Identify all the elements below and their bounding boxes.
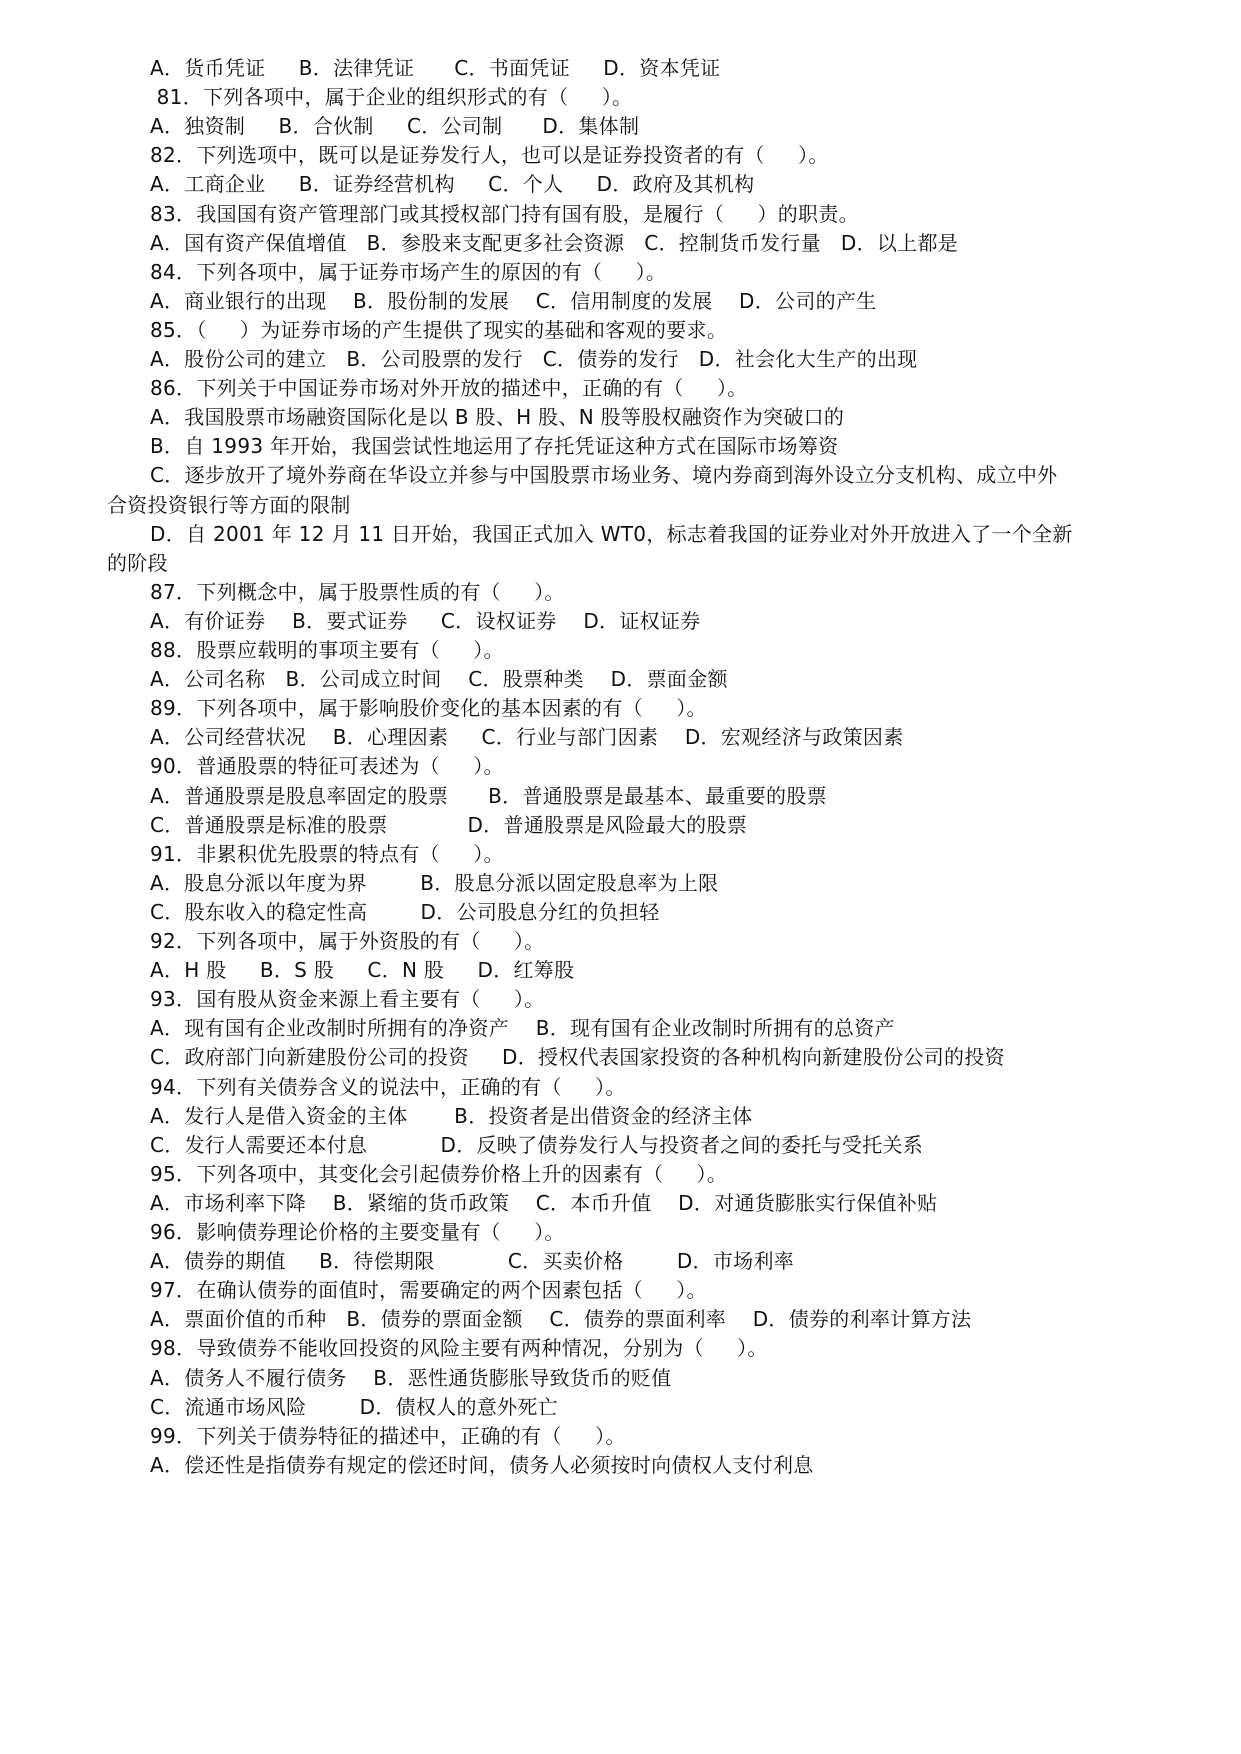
question-line: 81．下列各项中，属于企业的组织形式的有（ ）。 [150,85,633,110]
answer-option-line: C．股东收入的稳定性高 D．公司股息分红的负担轻 [150,899,660,924]
answer-option-line: D．自 2001 年 12 月 11 日开始，我国正式加入 WT0，标志着我国的证券业对外开放进入了一个全新 [150,521,1073,546]
question-line: 86．下列关于中国证券市场对外开放的描述中，正确的有（ ）。 [150,376,748,401]
question-line: 98．导致债券不能收回投资的风险主要有两种情况，分别为（ ）。 [150,1336,768,1361]
answer-option-line: A．票面价值的币种 B．债券的票面金额 C．债券的票面利率 D．债券的利率计算方法 [150,1307,972,1332]
question-line: 92．下列各项中，属于外资股的有（ ）。 [150,929,545,953]
answer-option-line: A．公司经营状况 B．心理因素 C．行业与部门因素 D．宏观经济与政策因素 [150,725,904,750]
answer-option-line: C．政府部门向新建股份公司的投资 D．授权代表国家投资的各种机构向新建股份公司的投资 [150,1045,1005,1070]
answer-option-line: A．国有资产保值增值 B．参股来支配更多社会资源 C．控制货币发行量 D．以上都是 [150,230,959,255]
question-line: 90．普通股票的特征可表述为（ ）。 [150,754,504,779]
question-line: 84．下列各项中，属于证券市场产生的原因的有（ ）。 [150,259,667,284]
continuation-line: 的阶段 [107,550,168,575]
answer-option-line: C．流通市场风险 D．债权人的意外死亡 [150,1394,559,1419]
answer-option-line: A．现有国有企业改制时所拥有的净资产 B．现有国有企业改制时所拥有的总资产 [150,1016,895,1041]
answer-option-line: A．H 股 B．S 股 C．N 股 D．红筹股 [150,958,575,983]
question-line: 89．下列各项中，属于影响股价变化的基本因素的有（ ）。 [150,696,707,721]
answer-option-line: A．股息分派以年度为界 B．股息分派以固定股息率为上限 [150,870,719,895]
question-line: 95．下列各项中，其变化会引起债券价格上升的因素有（ ）。 [150,1161,728,1186]
question-line: 93．国有股从资金来源上看主要有（ ）。 [150,987,545,1012]
answer-option-line: A．我国股票市场融资国际化是以 B 股、H 股、N 股等股权融资作为突破口的 [150,405,845,430]
question-line: 87．下列概念中，属于股票性质的有（ ）。 [150,579,565,604]
answer-option-line: A．普通股票是股息率固定的股票 B．普通股票是最基本、最重要的股票 [150,783,827,808]
answer-option-line: C．普通股票是标准的股票 D．普通股票是风险最大的股票 [150,812,748,837]
question-line: 99．下列关于债券特征的描述中，正确的有（ ）。 [150,1423,626,1448]
answer-option-line: A．市场利率下降 B．紧缩的货币政策 C．本币升值 D．对通货膨胀实行保值补贴 [150,1190,938,1215]
question-line: 83．我国国有资产管理部门或其授权部门持有国有股，是履行（ ）的职责。 [150,201,859,226]
continuation-line: 合资投资银行等方面的限制 [107,492,351,517]
answer-option-line: A．债务人不履行债务 B．恶性通货膨胀导致货币的贬值 [150,1365,672,1390]
question-line: 85．（ ）为证券市场的产生提供了现实的基础和客观的要求。 [150,317,728,342]
answer-option-line: A．商业银行的出现 B．股份制的发展 C．信用制度的发展 D．公司的产生 [150,288,877,313]
answer-option-line: B．自 1993 年开始，我国尝试性地运用了存托凭证这种方式在国际市场筹资 [150,434,839,459]
question-line: 94．下列有关债券含义的说法中，正确的有（ ）。 [150,1074,626,1099]
answer-option-line: A．发行人是借入资金的主体 B．投资者是出借资金的经济主体 [150,1103,753,1128]
answer-option-line: A．工商企业 B．证券经营机构 C．个人 D．政府及其机构 [150,172,755,197]
answer-option-line: A．债券的期值 B．待偿期限 C．买卖价格 D．市场利率 [150,1249,795,1274]
answer-option-line: A．独资制 B．合伙制 C．公司制 D．集体制 [150,114,640,139]
answer-option-line: A．有价证券 B．要式证券 C．设权证券 D．证权证券 [150,608,701,633]
question-line: 91．非累积优先股票的特点有（ ）。 [150,841,504,866]
answer-option-line: C．逐步放开了境外券商在华设立并参与中国股票市场业务、境内券商到海外设立分支机构、成立中外 [150,463,1058,488]
question-line: 97．在确认债券的面值时，需要确定的两个因素包括（ ）。 [150,1278,707,1303]
answer-option-line: C．发行人需要还本付息 D．反映了债券发行人与投资者之间的委托与受托关系 [150,1132,924,1157]
answer-option-line: A．偿还性是指债券有规定的偿还时间，债务人必须按时向债权人支付利息 [150,1452,814,1477]
question-line: 88．股票应载明的事项主要有（ ）。 [150,638,504,662]
answer-option-line: A．货币凭证 B．法律凭证 C．书面凭证 D．资本凭证 [150,56,721,80]
question-line: 82．下列选项中，既可以是证券发行人，也可以是证券投资者的有（ ）。 [150,143,829,168]
answer-option-line: A．股份公司的建立 B．公司股票的发行 C．债券的发行 D．社会化大生产的出现 [150,347,918,371]
question-line: 96．影响债券理论价格的主要变量有（ ）。 [150,1220,565,1244]
answer-option-line: A．公司名称 B．公司成立时间 C．股票种类 D．票面金额 [150,667,728,692]
